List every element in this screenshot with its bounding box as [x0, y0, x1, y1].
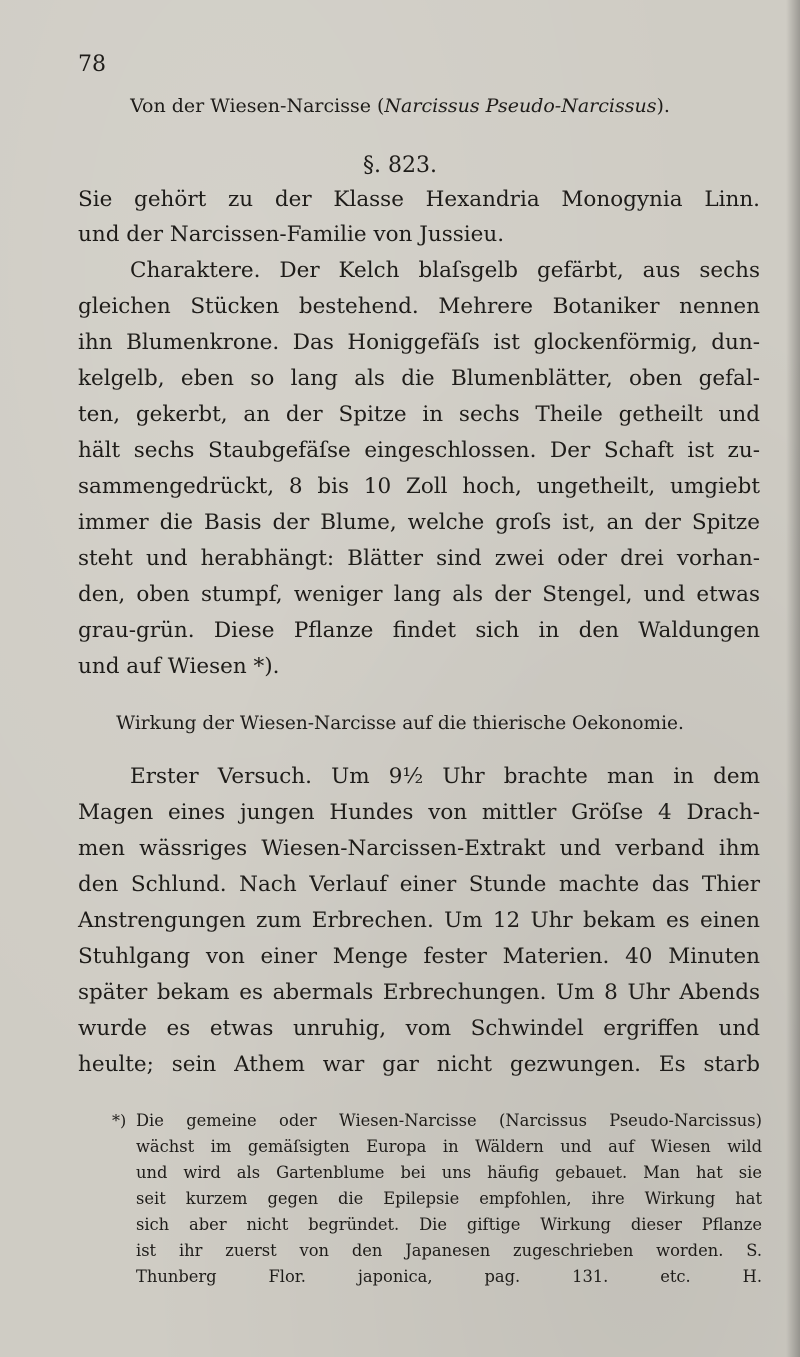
experiment-line: später bekam es abermals Erbrechungen. Um 8 Uhr Abends — [78, 980, 760, 1005]
text-line: ihn Blumenkrone. Das Honiggefäſs ist glockenförmig, dun- — [78, 330, 760, 355]
running-head — [0, 95, 800, 117]
text-line: Charaktere. Der Kelch blaſsgelb gefärbt, aus sechs — [130, 258, 760, 283]
text-line: sammengedrückt, 8 bis 10 Zoll hoch, ungetheilt, umgiebt — [78, 474, 760, 499]
footnote-line: wächst im gemäſsigten Europa in Wäldern und auf Wiesen wild — [136, 1137, 762, 1156]
experiment-line: Erster Versuch. Um 9½ Uhr brachte man in dem — [130, 764, 760, 789]
experiment-line: Magen eines jungen Hundes von mittler Gröſse 4 Drach- — [78, 800, 760, 825]
footnote-line: Thunberg Flor. japonica, pag. 131. etc. H. — [136, 1267, 762, 1286]
experiment-line: wurde es etwas unruhig, vom Schwindel ergriffen und — [78, 1016, 760, 1041]
text-line: kelgelb, eben so lang als die Blumenblätter, oben gefal- — [78, 366, 760, 391]
running-head-latin: Narcissus Pseudo-Narcissus — [384, 95, 657, 117]
experiment-line: den Schlund. Nach Verlauf einer Stunde machte das Thier — [78, 872, 760, 897]
footnote-line: Die gemeine oder Wiesen-Narcisse (Narcissus Pseudo-Narcissus) — [136, 1111, 762, 1130]
text-line: hält sechs Staubgefäſse eingeschlossen. Der Schaft ist zu- — [78, 438, 760, 463]
text-line: steht und herabhängt: Blätter sind zwei oder drei vorhan- — [78, 546, 760, 571]
text-line: gleichen Stücken bestehend. Mehrere Botaniker nennen — [78, 294, 760, 319]
text-line: Sie gehört zu der Klasse Hexandria Monogynia Linn. — [78, 187, 760, 212]
text-line: immer die Basis der Blume, welche groſs ist, an der Spitze — [78, 510, 760, 535]
page-edge-shadow — [786, 0, 800, 1357]
experiment-line: Stuhlgang von einer Menge fester Materien. 40 Minuten — [78, 944, 760, 969]
text-line: ten, gekerbt, an der Spitze in sechs Theile getheilt und — [78, 402, 760, 427]
text-line: und auf Wiesen *). — [78, 654, 280, 679]
footnote-mark: *) — [112, 1111, 127, 1130]
footnote-line: und wird als Gartenblume bei uns häufig gebauet. Man hat sie — [136, 1163, 762, 1182]
footnote-line: ist ihr zuerst von den Japanesen zugeschrieben worden. S. — [136, 1241, 762, 1260]
footnote-line: sich aber nicht begründet. Die giftige Wirkung dieser Pflanze — [136, 1215, 762, 1234]
section-title: Wirkung der Wiesen-Narcisse auf die thierische Oekonomie. — [116, 713, 684, 734]
text-line: den, oben stumpf, weniger lang als der Stengel, und etwas — [78, 582, 760, 607]
section-number: §. 823. — [363, 153, 437, 178]
footnote-line: seit kurzem gegen die Epilepsie empfohlen, ihre Wirkung hat — [136, 1189, 762, 1208]
running-head-prefix: Von der Wiesen-Narcisse ( — [130, 95, 385, 117]
running-head-suffix: ). — [656, 95, 670, 117]
text-line: und der Narcissen-Familie von Jussieu. — [78, 222, 505, 247]
experiment-line: Anstrengungen zum Erbrechen. Um 12 Uhr bekam es einen — [78, 908, 760, 933]
text-line: grau-grün. Diese Pflanze findet sich in den Waldungen — [78, 618, 760, 643]
page-number: 78 — [78, 52, 106, 77]
experiment-line: men wässriges Wiesen-Narcissen-Extrakt und verband ihm — [78, 836, 760, 861]
experiment-line: heulte; sein Athem war gar nicht gezwungen. Es starb — [78, 1052, 760, 1077]
